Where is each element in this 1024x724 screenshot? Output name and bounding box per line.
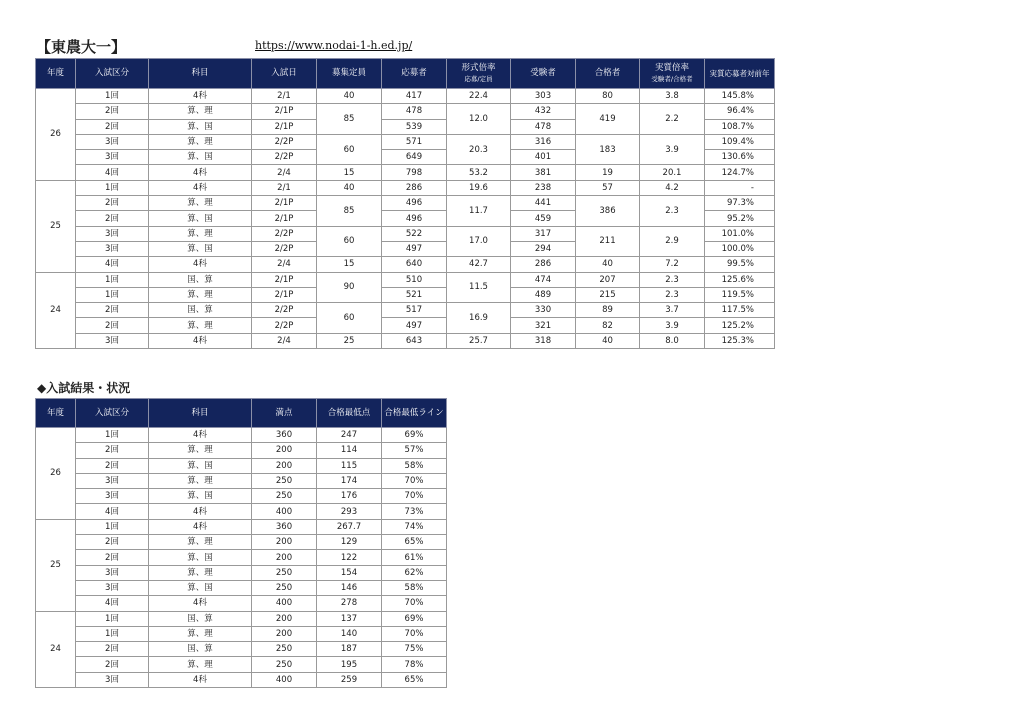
kamoku-cell: 4科 xyxy=(149,504,252,519)
kamoku-cell: 算、理 xyxy=(149,473,252,488)
date-cell: 2/1P xyxy=(252,272,317,287)
table-row xyxy=(36,657,447,672)
col-jissitsu xyxy=(640,59,705,89)
table-row xyxy=(36,626,447,641)
jissitsu-cell: 2.3 xyxy=(640,196,705,227)
kubun-cell: 4回 xyxy=(76,165,149,180)
kamoku-cell: 算、理 xyxy=(149,226,252,241)
kubun-cell: 2回 xyxy=(76,119,149,134)
kubun-cell: 2回 xyxy=(76,196,149,211)
taizen-cell: 95.2% xyxy=(705,211,775,226)
kamoku-cell: 算、国 xyxy=(149,211,252,226)
saitei-cell: 247 xyxy=(317,428,382,443)
kamoku-cell: 算、理 xyxy=(149,134,252,149)
saitei-cell: 195 xyxy=(317,657,382,672)
line-cell: 70% xyxy=(382,626,447,641)
juken-cell: 321 xyxy=(511,318,576,333)
kubun-cell: 3回 xyxy=(76,226,149,241)
year-cell: 25 xyxy=(36,180,76,272)
table-row xyxy=(36,519,447,534)
manten-cell: 400 xyxy=(252,596,317,611)
line-cell: 58% xyxy=(382,580,447,595)
table-row xyxy=(36,89,775,104)
manten-cell: 200 xyxy=(252,550,317,565)
juken-cell: 459 xyxy=(511,211,576,226)
teiin-cell: 40 xyxy=(317,89,382,104)
manten-cell: 360 xyxy=(252,428,317,443)
line-cell: 58% xyxy=(382,458,447,473)
school-title: 【東農大一】 xyxy=(36,38,127,56)
date-cell: 2/2P xyxy=(252,318,317,333)
goukaku-cell: 207 xyxy=(576,272,640,287)
table-row xyxy=(36,318,775,333)
table-row xyxy=(36,104,775,119)
taizen-cell: 96.4% xyxy=(705,104,775,119)
date-cell: 2/4 xyxy=(252,165,317,180)
kubun-cell: 1回 xyxy=(76,626,149,641)
keishiki-cell: 22.4 xyxy=(447,89,511,104)
juken-cell: 432 xyxy=(511,104,576,119)
date-cell: 2/2P xyxy=(252,150,317,165)
col-juken: 受験者 xyxy=(511,59,576,89)
goukaku-cell: 211 xyxy=(576,226,640,257)
juken-cell: 441 xyxy=(511,196,576,211)
results-section-title: ◆入試結果・状況 xyxy=(37,381,131,395)
oubo-cell: 521 xyxy=(382,287,447,302)
manten-cell: 250 xyxy=(252,489,317,504)
col-teiin: 募集定員 xyxy=(317,59,382,89)
saitei-cell: 154 xyxy=(317,565,382,580)
kamoku-cell: 算、理 xyxy=(149,196,252,211)
kubun-cell: 1回 xyxy=(76,272,149,287)
table-row xyxy=(36,257,775,272)
kubun-cell: 3回 xyxy=(76,489,149,504)
col-date: 入試日 xyxy=(252,59,317,89)
goukaku-cell: 89 xyxy=(576,303,640,318)
jissitsu-cell: 2.2 xyxy=(640,104,705,135)
col-kamoku: 科目 xyxy=(149,399,252,428)
kamoku-cell: 算、国 xyxy=(149,119,252,134)
juken-cell: 303 xyxy=(511,89,576,104)
kubun-cell: 2回 xyxy=(76,104,149,119)
taizen-cell: 100.0% xyxy=(705,241,775,256)
table-row xyxy=(36,333,775,348)
jissitsu-cell: 2.3 xyxy=(640,272,705,287)
juken-cell: 316 xyxy=(511,134,576,149)
kamoku-cell: 4科 xyxy=(149,519,252,534)
manten-cell: 200 xyxy=(252,443,317,458)
jissitsu-cell: 2.3 xyxy=(640,287,705,302)
kamoku-cell: 算、理 xyxy=(149,104,252,119)
kubun-cell: 2回 xyxy=(76,318,149,333)
kamoku-cell: 算、国 xyxy=(149,489,252,504)
line-cell: 65% xyxy=(382,535,447,550)
goukaku-cell: 19 xyxy=(576,165,640,180)
results-header-row xyxy=(36,399,447,428)
line-cell: 73% xyxy=(382,504,447,519)
col-kubun: 入試区分 xyxy=(76,59,149,89)
taizen-cell: 108.7% xyxy=(705,119,775,134)
oubo-cell: 497 xyxy=(382,241,447,256)
jissitsu-cell: 3.9 xyxy=(640,318,705,333)
oubo-cell: 517 xyxy=(382,303,447,318)
kamoku-cell: 国、算 xyxy=(149,642,252,657)
kubun-cell: 4回 xyxy=(76,596,149,611)
line-cell: 65% xyxy=(382,672,447,687)
manten-cell: 200 xyxy=(252,458,317,473)
table-row xyxy=(36,473,447,488)
taizen-cell: 124.7% xyxy=(705,165,775,180)
date-cell: 2/1P xyxy=(252,196,317,211)
kubun-cell: 4回 xyxy=(76,257,149,272)
kubun-cell: 3回 xyxy=(76,580,149,595)
kubun-cell: 2回 xyxy=(76,443,149,458)
keishiki-cell: 42.7 xyxy=(447,257,511,272)
saitei-cell: 115 xyxy=(317,458,382,473)
table-row xyxy=(36,489,447,504)
kubun-cell: 3回 xyxy=(76,565,149,580)
goukaku-cell: 40 xyxy=(576,333,640,348)
admission-table xyxy=(35,58,775,349)
table-row xyxy=(36,550,447,565)
saitei-cell: 293 xyxy=(317,504,382,519)
keishiki-cell: 25.7 xyxy=(447,333,511,348)
kamoku-cell: 4科 xyxy=(149,672,252,687)
line-cell: 69% xyxy=(382,611,447,626)
table-row xyxy=(36,226,775,241)
manten-cell: 400 xyxy=(252,672,317,687)
line-cell: 75% xyxy=(382,642,447,657)
table-row xyxy=(36,642,447,657)
col-line: 合格最低ライン xyxy=(382,399,447,428)
year-cell: 24 xyxy=(36,272,76,348)
line-cell: 70% xyxy=(382,473,447,488)
col-jissitsu-sub: 受験者/合格者 xyxy=(651,74,693,83)
kubun-cell: 3回 xyxy=(76,333,149,348)
saitei-cell: 278 xyxy=(317,596,382,611)
line-cell: 62% xyxy=(382,565,447,580)
manten-cell: 360 xyxy=(252,519,317,534)
keishiki-cell: 12.0 xyxy=(447,104,511,135)
manten-cell: 200 xyxy=(252,626,317,641)
goukaku-cell: 57 xyxy=(576,180,640,195)
col-keishiki xyxy=(447,59,511,89)
date-cell: 2/2P xyxy=(252,241,317,256)
table-row xyxy=(36,672,447,687)
kamoku-cell: 算、国 xyxy=(149,150,252,165)
admission-header-row xyxy=(36,59,775,89)
taizen-cell: 119.5% xyxy=(705,287,775,302)
kamoku-cell: 4科 xyxy=(149,257,252,272)
jissitsu-cell: 20.1 xyxy=(640,165,705,180)
juken-cell: 330 xyxy=(511,303,576,318)
keishiki-cell: 11.5 xyxy=(447,272,511,303)
kubun-cell: 3回 xyxy=(76,241,149,256)
keishiki-cell: 53.2 xyxy=(447,165,511,180)
school-url-link[interactable]: https://www.nodai-1-h.ed.jp/ xyxy=(255,39,413,52)
manten-cell: 250 xyxy=(252,473,317,488)
date-cell: 2/2P xyxy=(252,303,317,318)
kubun-cell: 2回 xyxy=(76,458,149,473)
juken-cell: 286 xyxy=(511,257,576,272)
kamoku-cell: 4科 xyxy=(149,165,252,180)
saitei-cell: 140 xyxy=(317,626,382,641)
kamoku-cell: 算、国 xyxy=(149,580,252,595)
juken-cell: 381 xyxy=(511,165,576,180)
kamoku-cell: 算、理 xyxy=(149,287,252,302)
kamoku-cell: 算、国 xyxy=(149,550,252,565)
jissitsu-cell: 7.2 xyxy=(640,257,705,272)
kubun-cell: 2回 xyxy=(76,535,149,550)
year-cell: 26 xyxy=(36,89,76,181)
table-row xyxy=(36,287,775,302)
oubo-cell: 496 xyxy=(382,196,447,211)
saitei-cell: 267.7 xyxy=(317,519,382,534)
date-cell: 2/1P xyxy=(252,287,317,302)
taizen-cell: - xyxy=(705,180,775,195)
kubun-cell: 2回 xyxy=(76,303,149,318)
kubun-cell: 2回 xyxy=(76,211,149,226)
saitei-cell: 187 xyxy=(317,642,382,657)
col-saitei: 合格最低点 xyxy=(317,399,382,428)
saitei-cell: 114 xyxy=(317,443,382,458)
goukaku-cell: 80 xyxy=(576,89,640,104)
table-row xyxy=(36,303,775,318)
year-cell: 25 xyxy=(36,519,76,611)
kamoku-cell: 国、算 xyxy=(149,272,252,287)
date-cell: 2/2P xyxy=(252,226,317,241)
manten-cell: 200 xyxy=(252,535,317,550)
saitei-cell: 259 xyxy=(317,672,382,687)
juken-cell: 238 xyxy=(511,180,576,195)
teiin-cell: 60 xyxy=(317,134,382,165)
results-table xyxy=(35,398,447,688)
juken-cell: 317 xyxy=(511,226,576,241)
oubo-cell: 539 xyxy=(382,119,447,134)
keishiki-cell: 17.0 xyxy=(447,226,511,257)
table-row xyxy=(36,272,775,287)
table-row xyxy=(36,458,447,473)
teiin-cell: 15 xyxy=(317,165,382,180)
oubo-cell: 478 xyxy=(382,104,447,119)
table-row xyxy=(36,565,447,580)
kubun-cell: 1回 xyxy=(76,287,149,302)
manten-cell: 250 xyxy=(252,565,317,580)
taizen-cell: 125.3% xyxy=(705,333,775,348)
kubun-cell: 1回 xyxy=(76,428,149,443)
keishiki-cell: 16.9 xyxy=(447,303,511,334)
jissitsu-cell: 3.9 xyxy=(640,134,705,165)
jissitsu-cell: 8.0 xyxy=(640,333,705,348)
taizen-cell: 97.3% xyxy=(705,196,775,211)
kubun-cell: 3回 xyxy=(76,150,149,165)
saitei-cell: 122 xyxy=(317,550,382,565)
table-row xyxy=(36,180,775,195)
juken-cell: 474 xyxy=(511,272,576,287)
col-oubo: 応募者 xyxy=(382,59,447,89)
table-row xyxy=(36,134,775,149)
oubo-cell: 640 xyxy=(382,257,447,272)
goukaku-cell: 82 xyxy=(576,318,640,333)
oubo-cell: 286 xyxy=(382,180,447,195)
table-row xyxy=(36,611,447,626)
kamoku-cell: 算、理 xyxy=(149,318,252,333)
kubun-cell: 3回 xyxy=(76,134,149,149)
oubo-cell: 510 xyxy=(382,272,447,287)
teiin-cell: 40 xyxy=(317,180,382,195)
year-cell: 26 xyxy=(36,428,76,520)
kubun-cell: 1回 xyxy=(76,519,149,534)
manten-cell: 250 xyxy=(252,580,317,595)
manten-cell: 250 xyxy=(252,642,317,657)
oubo-cell: 649 xyxy=(382,150,447,165)
date-cell: 2/4 xyxy=(252,257,317,272)
table-row xyxy=(36,443,447,458)
kubun-cell: 3回 xyxy=(76,473,149,488)
table-row xyxy=(36,165,775,180)
juken-cell: 294 xyxy=(511,241,576,256)
juken-cell: 318 xyxy=(511,333,576,348)
date-cell: 2/1 xyxy=(252,89,317,104)
kamoku-cell: 算、理 xyxy=(149,626,252,641)
kubun-cell: 1回 xyxy=(76,611,149,626)
kubun-cell: 2回 xyxy=(76,657,149,672)
jissitsu-cell: 3.8 xyxy=(640,89,705,104)
keishiki-cell: 19.6 xyxy=(447,180,511,195)
date-cell: 2/1P xyxy=(252,211,317,226)
taizen-cell: 109.4% xyxy=(705,134,775,149)
jissitsu-cell: 3.7 xyxy=(640,303,705,318)
kamoku-cell: 国、算 xyxy=(149,611,252,626)
teiin-cell: 25 xyxy=(317,333,382,348)
taizen-cell: 125.2% xyxy=(705,318,775,333)
kamoku-cell: 算、国 xyxy=(149,241,252,256)
juken-cell: 478 xyxy=(511,119,576,134)
kubun-cell: 2回 xyxy=(76,642,149,657)
kamoku-cell: 算、理 xyxy=(149,443,252,458)
table-row xyxy=(36,596,447,611)
juken-cell: 401 xyxy=(511,150,576,165)
line-cell: 69% xyxy=(382,428,447,443)
kubun-cell: 1回 xyxy=(76,89,149,104)
kamoku-cell: 4科 xyxy=(149,596,252,611)
date-cell: 2/1 xyxy=(252,180,317,195)
taizen-cell: 130.6% xyxy=(705,150,775,165)
kubun-cell: 3回 xyxy=(76,672,149,687)
jissitsu-cell: 2.9 xyxy=(640,226,705,257)
kamoku-cell: 4科 xyxy=(149,428,252,443)
oubo-cell: 522 xyxy=(382,226,447,241)
goukaku-cell: 215 xyxy=(576,287,640,302)
line-cell: 57% xyxy=(382,443,447,458)
table-row xyxy=(36,504,447,519)
line-cell: 61% xyxy=(382,550,447,565)
kamoku-cell: 算、国 xyxy=(149,458,252,473)
teiin-cell: 60 xyxy=(317,303,382,334)
saitei-cell: 174 xyxy=(317,473,382,488)
col-year: 年度 xyxy=(36,399,76,428)
teiin-cell: 60 xyxy=(317,226,382,257)
col-year: 年度 xyxy=(36,59,76,89)
line-cell: 74% xyxy=(382,519,447,534)
juken-cell: 489 xyxy=(511,287,576,302)
kamoku-cell: 算、理 xyxy=(149,657,252,672)
taizen-cell: 117.5% xyxy=(705,303,775,318)
table-row xyxy=(36,580,447,595)
date-cell: 2/4 xyxy=(252,333,317,348)
kamoku-cell: 国、算 xyxy=(149,303,252,318)
goukaku-cell: 183 xyxy=(576,134,640,165)
year-cell: 24 xyxy=(36,611,76,687)
kubun-cell: 2回 xyxy=(76,550,149,565)
col-keishiki-sub: 応募/定員 xyxy=(464,74,493,83)
kubun-cell: 4回 xyxy=(76,504,149,519)
line-cell: 78% xyxy=(382,657,447,672)
goukaku-cell: 419 xyxy=(576,104,640,135)
col-kubun: 入試区分 xyxy=(76,399,149,428)
taizen-cell: 145.8% xyxy=(705,89,775,104)
col-manten: 満点 xyxy=(252,399,317,428)
oubo-cell: 497 xyxy=(382,318,447,333)
manten-cell: 200 xyxy=(252,611,317,626)
kamoku-cell: 算、理 xyxy=(149,535,252,550)
saitei-cell: 146 xyxy=(317,580,382,595)
taizen-cell: 99.5% xyxy=(705,257,775,272)
teiin-cell: 85 xyxy=(317,104,382,135)
table-row xyxy=(36,535,447,550)
date-cell: 2/1P xyxy=(252,119,317,134)
col-keishiki-label: 形式倍率 xyxy=(461,62,496,73)
saitei-cell: 137 xyxy=(317,611,382,626)
goukaku-cell: 386 xyxy=(576,196,640,227)
manten-cell: 400 xyxy=(252,504,317,519)
kamoku-cell: 算、理 xyxy=(149,565,252,580)
col-taizen: 実質応募者対前年 xyxy=(705,59,775,89)
teiin-cell: 15 xyxy=(317,257,382,272)
taizen-cell: 101.0% xyxy=(705,226,775,241)
date-cell: 2/1P xyxy=(252,104,317,119)
oubo-cell: 643 xyxy=(382,333,447,348)
taizen-cell: 125.6% xyxy=(705,272,775,287)
oubo-cell: 417 xyxy=(382,89,447,104)
keishiki-cell: 11.7 xyxy=(447,196,511,227)
kamoku-cell: 4科 xyxy=(149,180,252,195)
jissitsu-cell: 4.2 xyxy=(640,180,705,195)
saitei-cell: 176 xyxy=(317,489,382,504)
kubun-cell: 1回 xyxy=(76,180,149,195)
line-cell: 70% xyxy=(382,489,447,504)
col-jissitsu-label: 実質倍率 xyxy=(654,62,689,73)
teiin-cell: 90 xyxy=(317,272,382,303)
col-goukaku: 合格者 xyxy=(576,59,640,89)
kamoku-cell: 4科 xyxy=(149,333,252,348)
saitei-cell: 129 xyxy=(317,535,382,550)
oubo-cell: 496 xyxy=(382,211,447,226)
oubo-cell: 571 xyxy=(382,134,447,149)
oubo-cell: 798 xyxy=(382,165,447,180)
line-cell: 70% xyxy=(382,596,447,611)
teiin-cell: 85 xyxy=(317,196,382,227)
date-cell: 2/2P xyxy=(252,134,317,149)
table-row xyxy=(36,196,775,211)
manten-cell: 250 xyxy=(252,657,317,672)
kamoku-cell: 4科 xyxy=(149,89,252,104)
keishiki-cell: 20.3 xyxy=(447,134,511,165)
col-kamoku: 科目 xyxy=(149,59,252,89)
goukaku-cell: 40 xyxy=(576,257,640,272)
table-row xyxy=(36,428,447,443)
